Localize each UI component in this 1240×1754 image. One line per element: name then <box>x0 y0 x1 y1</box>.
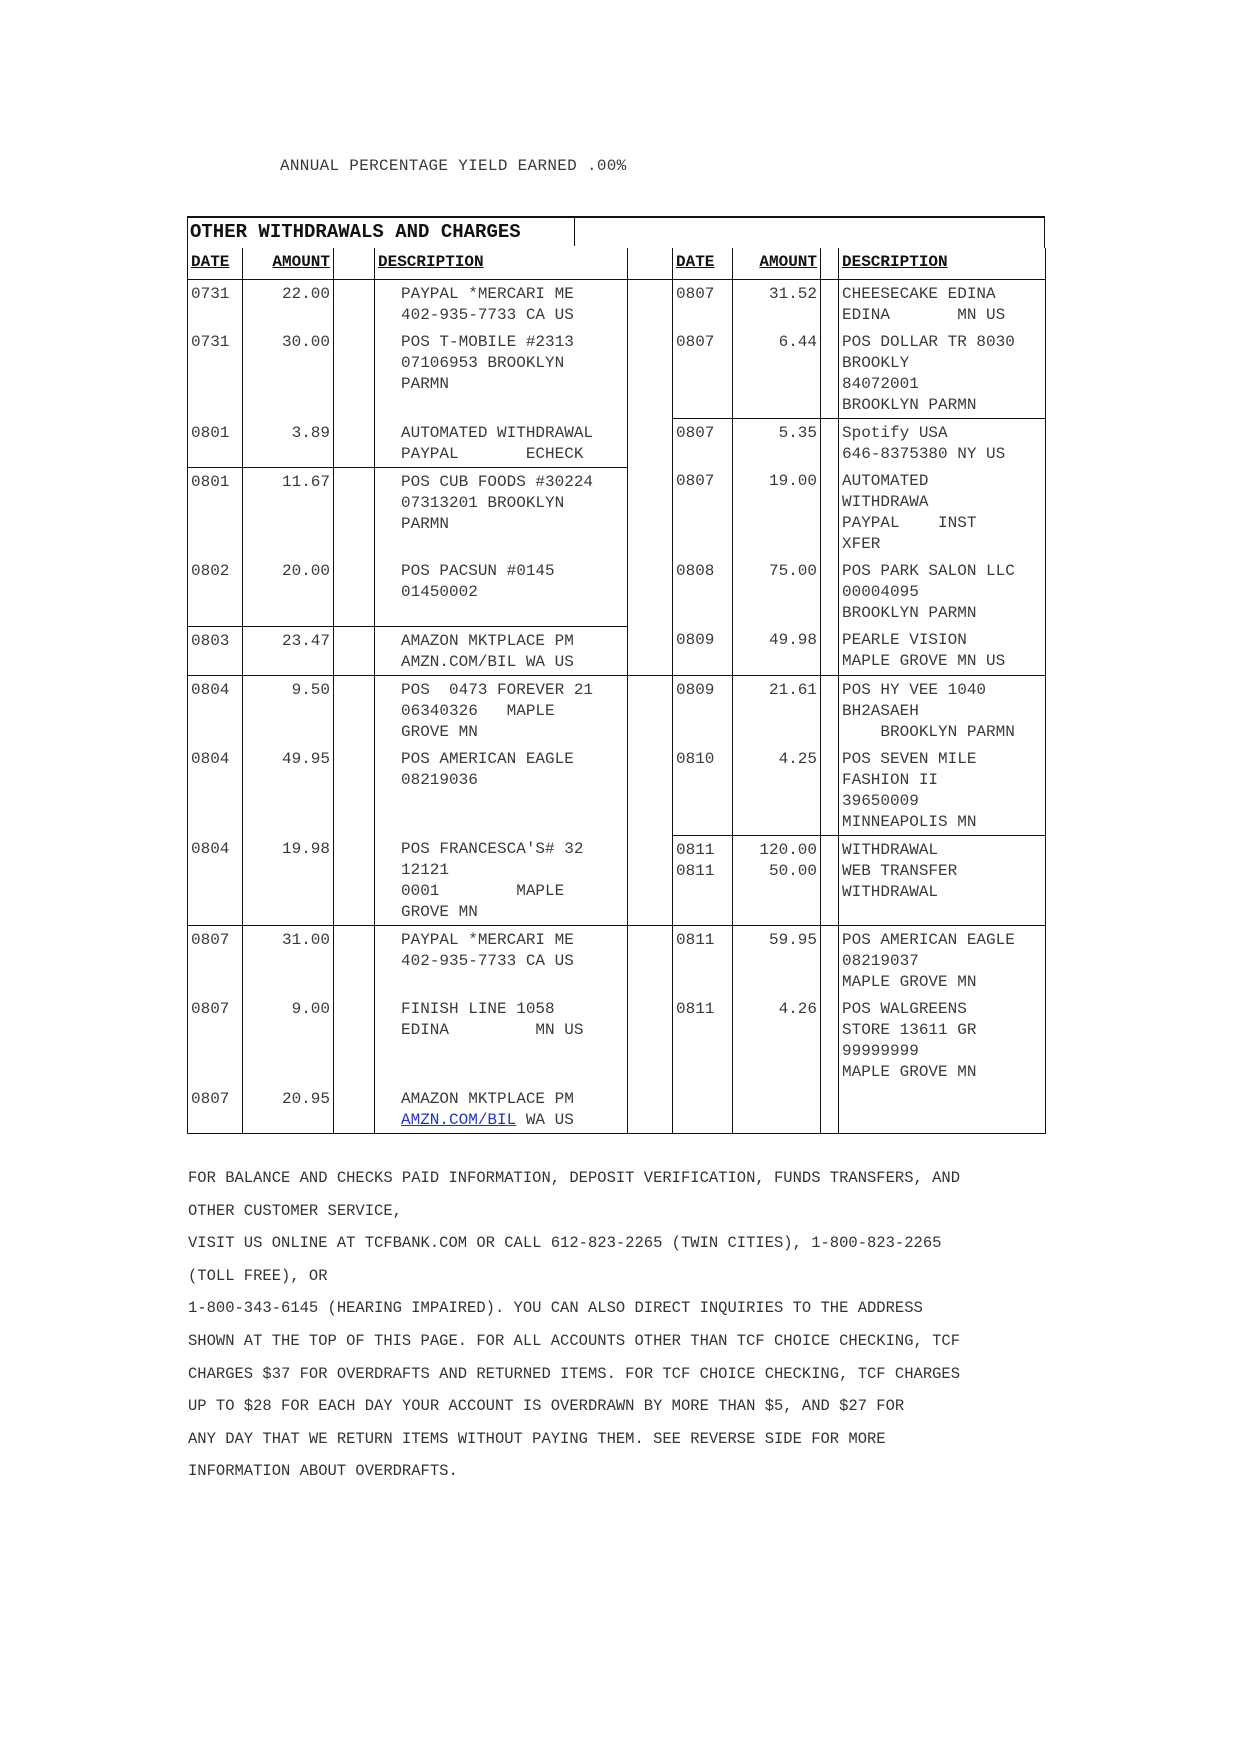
description-line: AMAZON MKTPLACE PM <box>401 1090 574 1108</box>
row-date-right: 0811 <box>673 995 733 1085</box>
row-date-left: 0807 <box>188 1085 243 1134</box>
row-gap-left <box>334 835 375 926</box>
row-description-right: WITHDRAWAL WEB TRANSFER WITHDRAWAL <box>839 835 1046 926</box>
table-row <box>188 835 1046 926</box>
row-description-right: PEARLE VISION MAPLE GROVE MN US <box>839 626 1046 675</box>
row-date-right: 0809 <box>673 626 733 675</box>
row-gap-right <box>821 557 839 626</box>
withdrawals-grid <box>187 248 1046 1134</box>
row-amount-right: 21.61 <box>733 675 821 745</box>
row-gap-right <box>821 835 839 926</box>
notice-line: OTHER CUSTOMER SERVICE, <box>188 1201 402 1220</box>
row-gap-left <box>334 557 375 626</box>
row-amount-right <box>733 1085 821 1134</box>
table-row <box>188 745 1046 836</box>
row-date-left: 0807 <box>188 995 243 1085</box>
row-gap-right <box>821 626 839 675</box>
row-date-right <box>673 1085 733 1134</box>
row-description-right: POS DOLLAR TR 8030 BROOKLY 84072001 BROOKLYN PARMN <box>839 328 1046 419</box>
row-amount-left: 30.00 <box>243 328 334 419</box>
row-description-left: POS AMERICAN EAGLE 08219036 <box>375 745 628 836</box>
header-amount-right: AMOUNT <box>733 248 821 280</box>
row-amount-right: 31.52 <box>733 280 821 329</box>
header-spacer <box>628 248 673 280</box>
notice-line: VISIT US ONLINE AT TCFBANK.COM OR CALL 612-823-2265 (TWIN CITIES), 1-800-823-2265 <box>188 1234 942 1253</box>
notice-line: INFORMATION ABOUT OVERDRAFTS. <box>188 1462 458 1481</box>
row-amount-left: 20.00 <box>243 557 334 626</box>
header-amount-left: AMOUNT <box>243 248 334 280</box>
row-description-right: POS PARK SALON LLC 00004095 BROOKLYN PARMN <box>839 557 1046 626</box>
row-date-right: 0811 <box>673 926 733 996</box>
notice-line: FOR BALANCE AND CHECKS PAID INFORMATION, DEPOSIT VERIFICATION, FUNDS TRANSFERS, AND <box>188 1169 961 1187</box>
table-row <box>188 557 1046 626</box>
row-amount-right: 4.25 <box>733 745 821 836</box>
row-amount-left: 11.67 <box>243 467 334 557</box>
row-amount-right: 19.00 <box>733 467 821 557</box>
table-row <box>188 419 1046 468</box>
row-gap-right <box>821 745 839 836</box>
amazon-billing-link[interactable]: AMZN.COM/BIL <box>401 1111 517 1129</box>
row-date-left: 0801 <box>188 419 243 468</box>
row-description-left <box>375 1085 628 1134</box>
row-description-right: AUTOMATED WITHDRAWA PAYPAL INST XFER <box>839 467 1046 557</box>
table-row <box>188 280 1046 329</box>
row-date-right: 0807 <box>673 419 733 468</box>
notice-line: SHOWN AT THE TOP OF THIS PAGE. FOR ALL ACCOUNTS OTHER THAN TCF CHOICE CHECKING, TCF <box>188 1331 961 1350</box>
table-header-row <box>188 248 1046 280</box>
row-gap-left <box>334 995 375 1085</box>
row-amount-left: 9.50 <box>243 675 334 745</box>
row-gap-left <box>334 467 375 557</box>
row-amount-left: 22.00 <box>243 280 334 329</box>
row-amount-right: 4.26 <box>733 995 821 1085</box>
row-gap-right <box>821 675 839 745</box>
row-date-left: 0802 <box>188 557 243 626</box>
row-spacer <box>628 328 673 419</box>
table-row <box>188 626 1046 675</box>
row-description-right: POS AMERICAN EAGLE 08219037 MAPLE GROVE MN <box>839 926 1046 996</box>
header-date-left: DATE <box>188 248 243 280</box>
table-row <box>188 1085 1046 1134</box>
row-amount-right: 5.35 <box>733 419 821 468</box>
row-spacer <box>628 626 673 675</box>
row-date-right: 0807 <box>673 328 733 419</box>
row-amount-left: 31.00 <box>243 926 334 996</box>
row-date-left: 0731 <box>188 280 243 329</box>
table-row <box>188 926 1046 996</box>
row-description-left: POS T-MOBILE #2313 07106953 BROOKLYN PARMN <box>375 328 628 419</box>
row-description-left: FINISH LINE 1058 EDINA MN US <box>375 995 628 1085</box>
notice-line: UP TO $28 FOR EACH DAY YOUR ACCOUNT IS OVERDRAWN BY MORE THAN $5, AND $27 FOR <box>188 1397 905 1416</box>
row-date-left: 0804 <box>188 835 243 926</box>
row-description-left: PAYPAL *MERCARI ME 402-935-7733 CA US <box>375 280 628 329</box>
row-gap-left <box>334 745 375 836</box>
row-amount-left: 3.89 <box>243 419 334 468</box>
row-gap-right <box>821 995 839 1085</box>
customer-service-notice <box>188 1162 1068 1488</box>
row-date-left: 0804 <box>188 675 243 745</box>
header-date-right: DATE <box>673 248 733 280</box>
notice-line: 1-800-343-6145 (HEARING IMPAIRED). YOU CAN ALSO DIRECT INQUIRIES TO THE ADDRESS <box>188 1299 923 1318</box>
row-gap-left <box>334 1085 375 1134</box>
row-spacer <box>628 745 673 836</box>
row-date-left: 0801 <box>188 467 243 557</box>
section-title: OTHER WITHDRAWALS AND CHARGES <box>188 218 575 246</box>
notice-line: CHARGES $37 FOR OVERDRAFTS AND RETURNED ITEMS. FOR TCF CHOICE CHECKING, TCF CHARGES <box>188 1364 961 1383</box>
row-spacer <box>628 467 673 557</box>
row-description-right: CHEESECAKE EDINA EDINA MN US <box>839 280 1046 329</box>
row-date-right: 0807 <box>673 467 733 557</box>
row-spacer <box>628 995 673 1085</box>
row-description-left: AMAZON MKTPLACE PM AMZN.COM/BIL WA US <box>375 626 628 675</box>
row-amount-left: 23.47 <box>243 626 334 675</box>
table-row <box>188 467 1046 557</box>
apy-line: ANNUAL PERCENTAGE YIELD EARNED .00% <box>280 157 627 175</box>
row-gap-right <box>821 328 839 419</box>
row-spacer <box>628 419 673 468</box>
row-spacer <box>628 926 673 996</box>
row-gap-left <box>334 675 375 745</box>
row-gap-right <box>821 419 839 468</box>
withdrawals-table <box>187 216 1045 1134</box>
row-date-right: 0807 <box>673 280 733 329</box>
row-date-left: 0807 <box>188 926 243 996</box>
row-description-right: Spotify USA 646-8375380 NY US <box>839 419 1046 468</box>
notice-line: (TOLL FREE), OR <box>188 1266 328 1285</box>
row-description-right: POS WALGREENS STORE 13611 GR 99999999 MAPLE GROVE MN <box>839 995 1046 1085</box>
row-date-right: 0811 0811 <box>673 835 733 926</box>
row-date-right: 0808 <box>673 557 733 626</box>
row-amount-right: 49.98 <box>733 626 821 675</box>
row-gap-left <box>334 926 375 996</box>
row-amount-left: 9.00 <box>243 995 334 1085</box>
row-description-left: AUTOMATED WITHDRAWAL PAYPAL ECHECK <box>375 419 628 468</box>
row-spacer <box>628 835 673 926</box>
row-amount-left: 19.98 <box>243 835 334 926</box>
row-spacer <box>628 280 673 329</box>
row-description-left: POS CUB FOODS #30224 07313201 BROOKLYN PARMN <box>375 467 628 557</box>
header-description-right: DESCRIPTION <box>839 248 1046 280</box>
row-amount-right: 59.95 <box>733 926 821 996</box>
row-gap-right <box>821 280 839 329</box>
row-gap-left <box>334 328 375 419</box>
row-description-right: POS SEVEN MILE FASHION II 39650009 MINNEAPOLIS MN <box>839 745 1046 836</box>
row-date-right: 0810 <box>673 745 733 836</box>
table-row <box>188 675 1046 745</box>
row-spacer <box>628 557 673 626</box>
header-gap-right <box>821 248 839 280</box>
row-gap-left <box>334 280 375 329</box>
row-gap-left <box>334 626 375 675</box>
row-description-left: PAYPAL *MERCARI ME 402-935-7733 CA US <box>375 926 628 996</box>
row-amount-right: 6.44 <box>733 328 821 419</box>
row-amount-left: 49.95 <box>243 745 334 836</box>
row-date-left: 0731 <box>188 328 243 419</box>
row-spacer <box>628 675 673 745</box>
row-gap-right <box>821 926 839 996</box>
row-description-right: POS HY VEE 1040 BH2ASAEH BROOKLYN PARMN <box>839 675 1046 745</box>
row-gap-left <box>334 419 375 468</box>
description-tail: WA US <box>516 1111 574 1129</box>
row-description-left: POS FRANCESCA'S# 32 12121 0001 MAPLE GROVE MN <box>375 835 628 926</box>
row-spacer <box>628 1085 673 1134</box>
row-description-left: POS 0473 FOREVER 21 06340326 MAPLE GROVE MN <box>375 675 628 745</box>
row-date-left: 0804 <box>188 745 243 836</box>
header-description-left: DESCRIPTION <box>375 248 628 280</box>
row-amount-right: 75.00 <box>733 557 821 626</box>
row-amount-right: 120.00 50.00 <box>733 835 821 926</box>
row-date-left: 0803 <box>188 626 243 675</box>
row-date-right: 0809 <box>673 675 733 745</box>
row-description-right <box>839 1085 1046 1134</box>
row-amount-left: 20.95 <box>243 1085 334 1134</box>
notice-line: ANY DAY THAT WE RETURN ITEMS WITHOUT PAYING THEM. SEE REVERSE SIDE FOR MORE <box>188 1429 886 1448</box>
section-title-row <box>187 216 1045 248</box>
row-description-left: POS PACSUN #0145 01450002 <box>375 557 628 626</box>
row-gap-right <box>821 467 839 557</box>
row-gap-right <box>821 1085 839 1134</box>
header-gap-left <box>334 248 375 280</box>
table-row <box>188 328 1046 419</box>
table-row <box>188 995 1046 1085</box>
